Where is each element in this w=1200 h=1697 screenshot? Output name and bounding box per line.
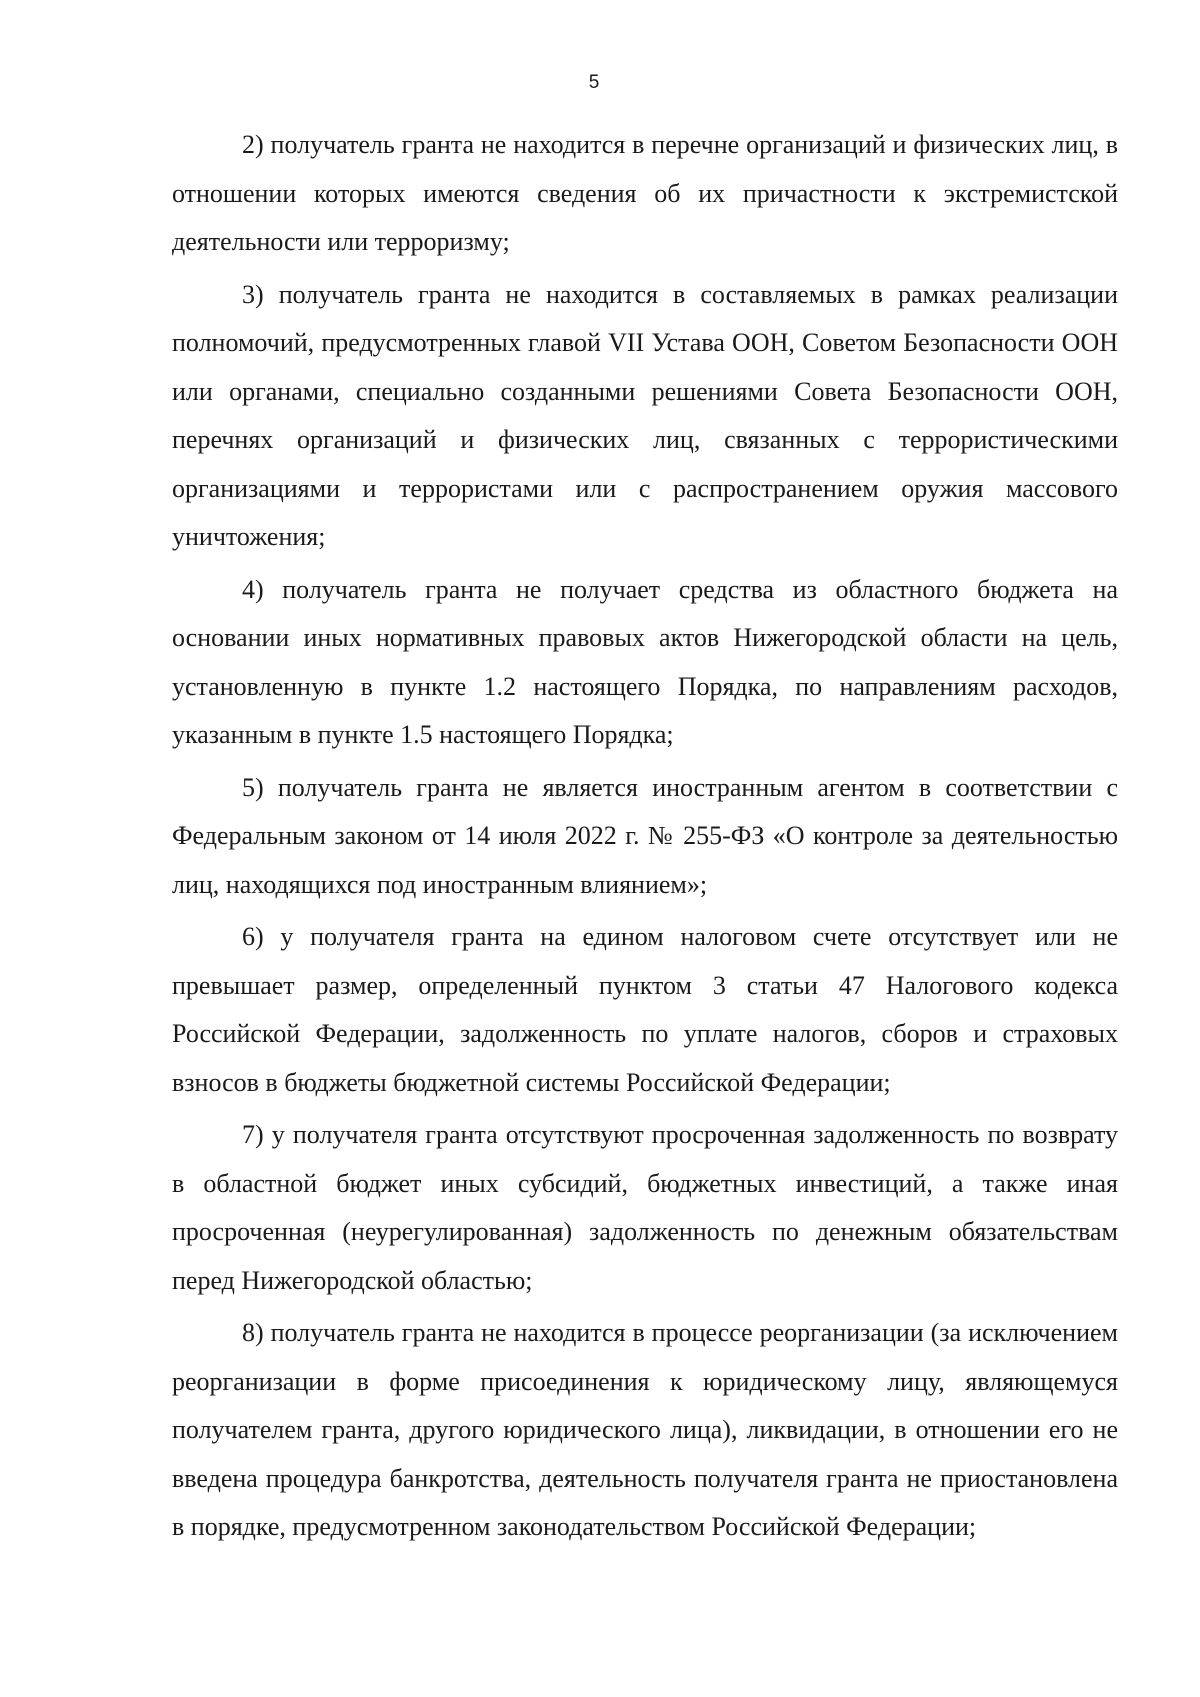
list-item-3: 3) получатель гранта не находится в составляемых в рамках реализации полномочий, предусмотренных главой VII Устава ООН, Советом Безопасности ООН или органами, специально созданными решениями Совета Безопасности ООН, перечнях организаций и физических лиц, связанных с террористическими организациями и террористами или с распространением оружия массового уничтожения;	[172, 279, 1118, 551]
list-item-6: 6) у получателя гранта на едином налоговом счете отсутствует или не превышает размер, определенный пунктом 3 статьи 47 Налогового кодекса Российской Федерации, задолженность по уплате налогов, сборов и страховых взносов в бюджеты бюджетной системы Российской Федерации;	[172, 922, 1118, 1097]
list-item-5: 5) получатель гранта не является иностранным агентом в соответствии с Федеральным законом от 14 июля 2022 г. № 255-ФЗ «О контроле за деятельностью лиц, находящихся под иностранным влиянием»;	[172, 772, 1118, 899]
list-item-8: 8) получатель гранта не находится в процессе реорганизации (за исключением реорганизации в форме присоединения к юридическому лицу, являющемуся получателем гранта, другого юридического лица), ликвидации, в отношении его не введена процедура банкротства, деятельность получателя гранта не приостановлена в порядке, предусмотренном законодательством Российской Федерации;	[172, 1318, 1118, 1541]
list-item-7: 7) у получателя гранта отсутствуют просроченная задолженность по возврату в областной бюджет иных субсидий, бюджетных инвестиций, а также иная просроченная (неурегулированная) задолженность по денежным обязательствам перед Нижегородской областью;	[172, 1120, 1118, 1295]
list-item-2: 2) получатель гранта не находится в перечне организаций и физических лиц, в отношении которых имеются сведения об их причастности к экстремистской деятельности или терроризму;	[172, 130, 1118, 256]
list-item-4: 4) получатель гранта не получает средства из областного бюджета на основании иных нормативных правовых актов Нижегородской области на цель, установленную в пункте 1.2 настоящего Порядка, по направлениям расходов, указанным в пункте 1.5 настоящего Порядка;	[172, 574, 1118, 749]
document-body	[172, 121, 1118, 1556]
page-number: 5	[588, 72, 600, 93]
